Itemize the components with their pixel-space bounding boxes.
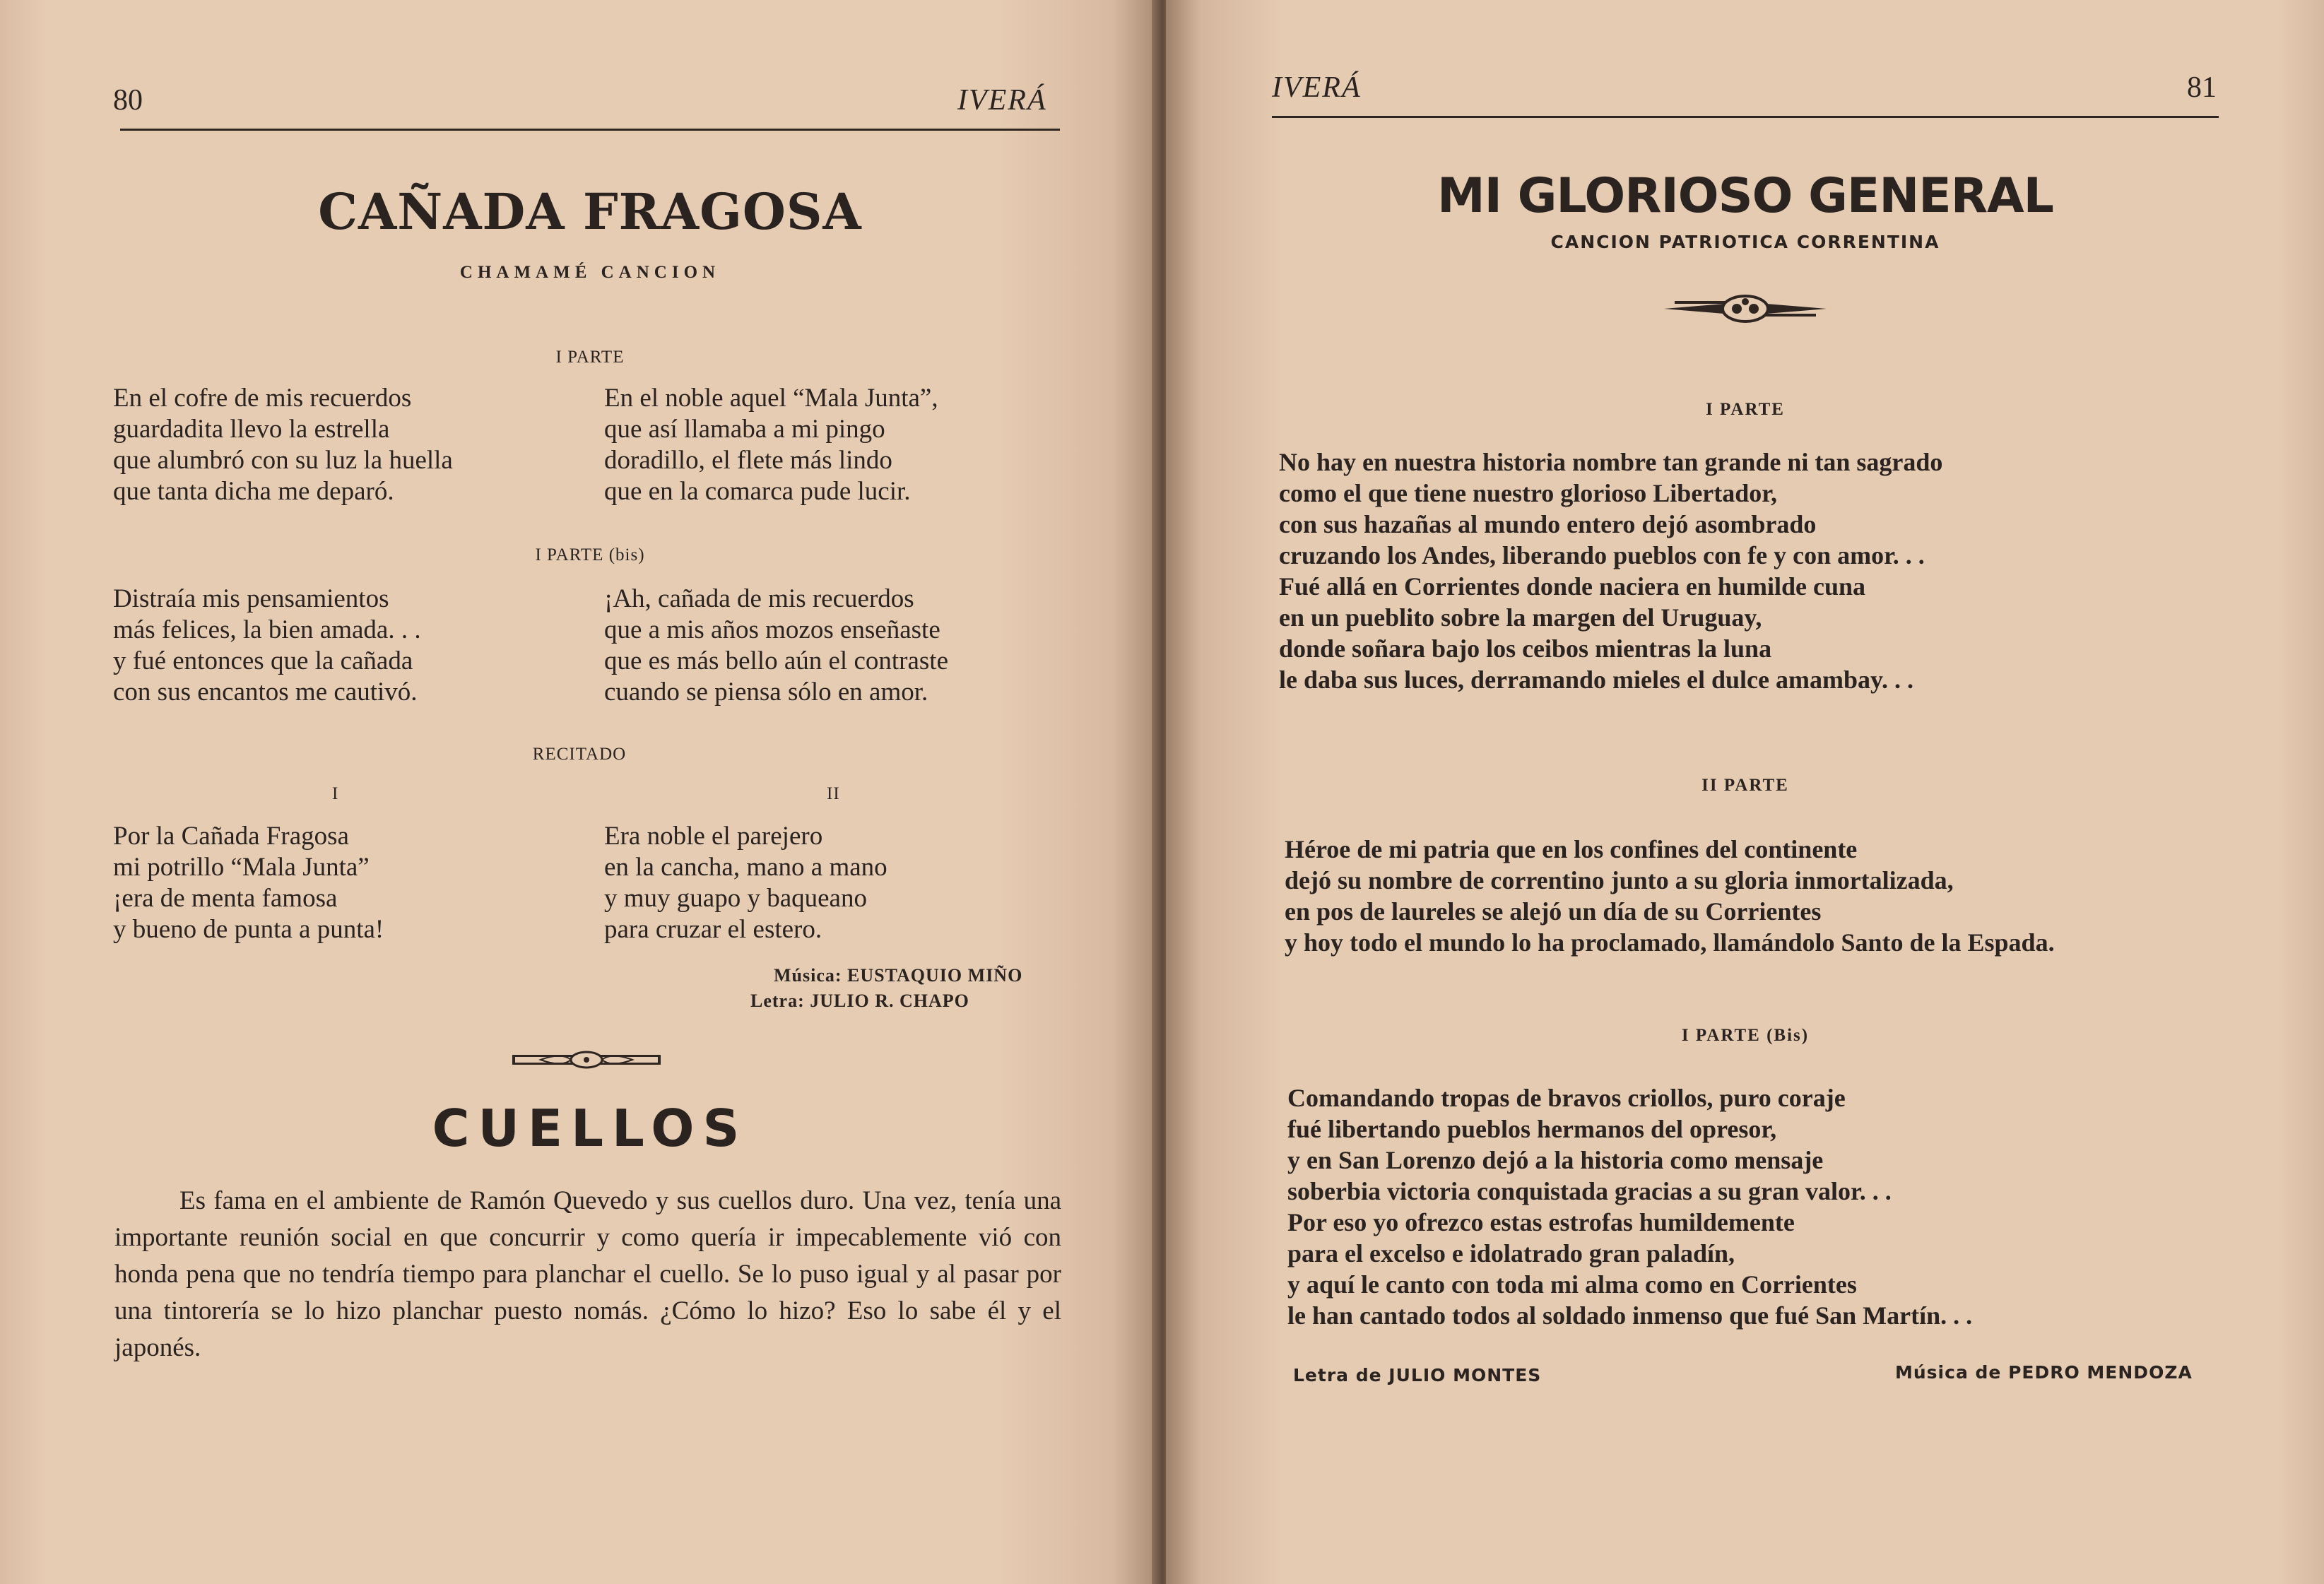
stanza-ii-parte (1285, 834, 2055, 958)
section-label-i-parte-bis-right: I PARTE (Bis) (1681, 1026, 1810, 1045)
song-subtitle: CHAMAMÉ CANCION (459, 263, 721, 282)
left-page (0, 0, 1159, 1584)
stanza-i-parte-bis-right (1287, 1082, 1972, 1331)
recitado-number-i: I (332, 784, 339, 803)
section-label-i-parte-right: I PARTE (1706, 400, 1785, 419)
verse-line: No hay en nuestra historia nombre tan grande ni tan sagrado (1279, 448, 1943, 476)
stanza-part1bis-col2 (604, 584, 948, 708)
stanza-i-parte-right (1279, 447, 1942, 695)
verse-line: y hoy todo el mundo lo ha proclamado, llamándolo Santo de la Espada. (1285, 928, 2055, 957)
verse-line: y aquí le canto con toda mi alma como en Corrientes (1287, 1270, 1857, 1299)
verse-line: que en la comarca pude lucir. (604, 477, 911, 506)
song-title-canada-fragosa: CAÑADA FRAGOSA (318, 182, 862, 241)
stanza-recitado-col2 (604, 821, 887, 945)
verse-line: con sus hazañas al mundo entero dejó asombrado (1279, 510, 1817, 538)
verse-line: que así llamaba a mi pingo (604, 415, 885, 444)
right-page (1166, 0, 2324, 1584)
verse-line: y bueno de punta a punta! (113, 915, 384, 944)
page-number-right: 81 (2187, 71, 2217, 104)
verse-line: Por eso yo ofrezco estas estrofas humildemente (1287, 1208, 1795, 1236)
verse-line: cuando se piensa sólo en amor. (604, 678, 928, 707)
page-number-left: 80 (113, 84, 143, 117)
verse-line: para cruzar el estero. (604, 915, 822, 944)
verse-line: guardadita llevo la estrella (113, 415, 390, 444)
verse-line: le daba sus luces, derramando mieles el dulce amambay. . . (1279, 666, 1913, 694)
credit-lyrics-left: Letra: JULIO R. CHAPO (750, 991, 969, 1011)
song-subtitle-right: CANCION PATRIOTICA CORRENTINA (1550, 232, 1940, 252)
verse-line: que tanta dicha me deparó. (113, 477, 394, 506)
verse-line: dejó su nombre de correntino junto a su gloria inmortalizada, (1285, 866, 1954, 894)
section-label-ii-parte: II PARTE (1701, 776, 1789, 795)
stanza-part1-col1 (113, 383, 453, 507)
verse-line: Comandando tropas de bravos criollos, puro coraje (1287, 1084, 1846, 1112)
credit-music-left: Música: EUSTAQUIO MIÑO (774, 965, 1023, 986)
anecdote-title-cuellos: CUELLOS (432, 1099, 748, 1158)
verse-line: Por la Cañada Fragosa (113, 822, 349, 851)
verse-line: en la cancha, mano a mano (604, 853, 887, 882)
section-label-i-parte: I PARTE (555, 348, 625, 367)
verse-line: mi potrillo “Mala Junta” (113, 853, 370, 882)
verse-line: soberbia victoria conquistada gracias a su gran valor. . . (1287, 1177, 1892, 1205)
verse-line: en pos de laureles se alejó un día de su Corrientes (1285, 897, 1822, 926)
verse-line: Era noble el parejero (604, 822, 823, 851)
verse-line: le han cantado todos al soldado inmenso que fué San Martín. . . (1287, 1301, 1973, 1330)
verse-line: Héroe de mi patria que en los confines del continente (1285, 835, 1858, 863)
stanza-recitado-col1 (113, 821, 384, 945)
verse-line: doradillo, el flete más lindo (604, 446, 892, 475)
section-label-i-parte-bis: I PARTE (bis) (535, 545, 645, 565)
verse-line: para el excelso e idolatrado gran paladín, (1287, 1239, 1735, 1267)
stanza-part1-col2 (604, 383, 938, 507)
ornament-divider-right (1661, 291, 1830, 326)
verse-line: que alumbró con su luz la huella (113, 446, 453, 475)
verse-line: En el cofre de mis recuerdos (113, 384, 412, 413)
recitado-number-ii: II (827, 784, 840, 803)
credit-lyrics-right: Letra de JULIO MONTES (1293, 1365, 1542, 1385)
verse-line: como el que tiene nuestro glorioso Libertador, (1279, 479, 1777, 507)
running-head-right: IVERÁ (1272, 71, 1362, 104)
anecdote-text: Es fama en el ambiente de Ramón Quevedo y sus cuellos duro. Una vez, tenía una importante reunión social en que concurrir y como quería ir impecablemente vió con honda pena que no tendría tiempo para planchar el cuello. Se lo puso igual y al pasar por una tintorería se lo hizo planchar puesto nomás. ¿Cómo lo hizo? Eso lo sabe él y el japonés. (114, 1186, 1061, 1362)
running-head-left: IVERÁ (957, 84, 1047, 117)
header-rule-right (1272, 116, 2219, 118)
section-label-recitado: RECITADO (532, 745, 627, 764)
verse-line: Distraía mis pensamientos (113, 584, 389, 613)
verse-line: En el noble aquel “Mala Junta”, (604, 384, 938, 413)
verse-line: que a mis años mozos enseñaste (604, 615, 940, 644)
verse-line: ¡era de menta famosa (113, 884, 338, 913)
verse-line: y muy guapo y baqueano (604, 884, 867, 913)
verse-line: ¡Ah, cañada de mis recuerdos (604, 584, 914, 613)
verse-line: que es más bello aún el contraste (604, 646, 948, 675)
verse-line: más felices, la bien amada. . . (113, 615, 421, 644)
ornament-divider-left (512, 1049, 661, 1070)
verse-line: en un pueblito sobre la margen del Uruguay, (1279, 603, 1762, 632)
verse-line: cruzando los Andes, liberando pueblos con fe y con amor. . . (1279, 541, 1925, 569)
verse-line: y en San Lorenzo dejó a la historia como mensaje (1287, 1146, 1824, 1174)
verse-line: con sus encantos me cautivó. (113, 678, 418, 707)
verse-line: y fué entonces que la cañada (113, 646, 413, 675)
credit-music-right: Música de PEDRO MENDOZA (1895, 1362, 2193, 1383)
stanza-part1bis-col1 (113, 584, 421, 708)
verse-line: donde soñara bajo los ceibos mientras la luna (1279, 634, 1772, 663)
header-rule-left (120, 129, 1060, 131)
verse-line: fué libertando pueblos hermanos del opresor, (1287, 1115, 1777, 1143)
song-title-mi-glorioso-general: MI GLORIOSO GENERAL (1437, 168, 2054, 224)
verse-line: Fué allá en Corrientes donde naciera en humilde cuna (1279, 572, 1865, 601)
